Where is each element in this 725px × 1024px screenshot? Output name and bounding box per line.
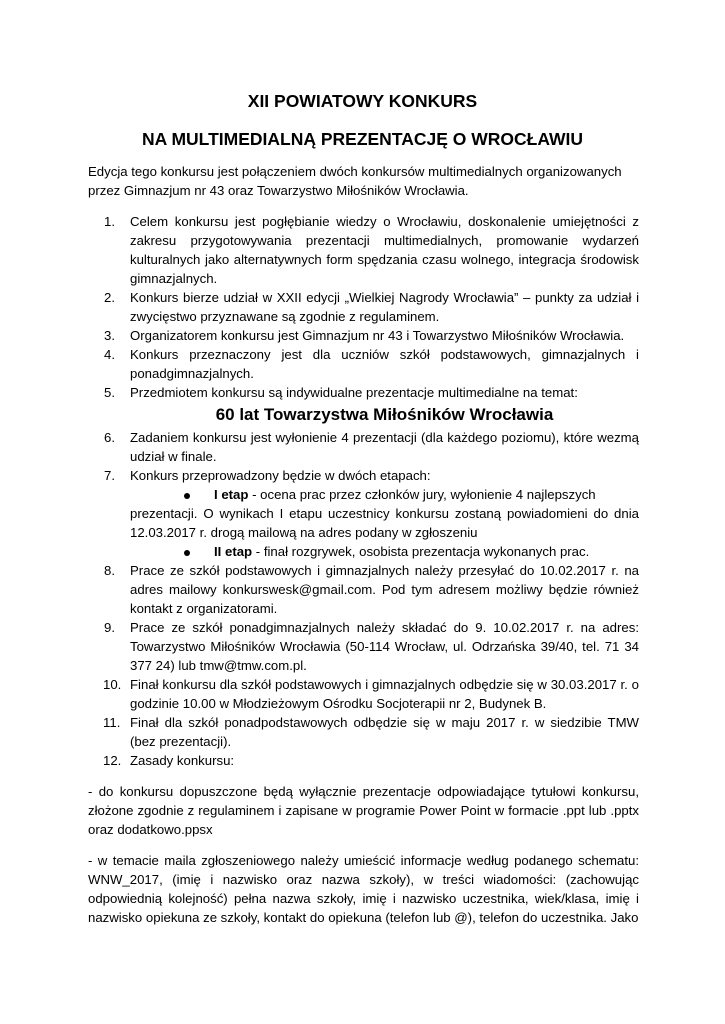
intro-paragraph: Edycja tego konkursu jest połączeniem dwóch konkursów multimedialnych organizowanych przez Gimnazjum nr 43 oraz Towarzystwo Miłośników Wrocławia.	[88, 164, 622, 198]
list-item	[88, 345, 639, 383]
stage-2-label: II etap	[214, 544, 253, 559]
item-text: Finał dla szkół ponadpodstawowych odbędzie się w maju 2017 r. w siedzibie TMW (bez prezentacji).	[130, 715, 639, 749]
stage-1-text: - ocena prac przez członków jury, wyłonienie 4 najlepszych	[248, 487, 596, 502]
list-item	[88, 713, 639, 751]
stage-1-text-continued: prezentacji. O wynikach I etapu uczestnicy konkursu zostaną powiadomieni do dnia 12.03.2017 r. drogą mailową na adres podany w zgłoszeniu	[130, 506, 639, 540]
item-number: 5.	[104, 385, 115, 400]
document-body	[88, 162, 639, 927]
item-number: 3.	[104, 328, 115, 343]
list-item	[88, 675, 639, 713]
item-number: 8.	[104, 563, 115, 578]
item-text: Konkurs bierze udział w XXII edycji „Wielkiej Nagrody Wrocławia” – punkty za udział i zwycięstwo przyznawane są zgodnie z regulaminem.	[130, 290, 639, 324]
list-item	[88, 383, 639, 402]
item-text: Organizatorem konkursu jest Gimnazjum nr 43 i Towarzystwo Miłośników Wrocławia.	[130, 328, 625, 343]
rules-list	[88, 212, 639, 770]
item-text: Zadaniem konkursu jest wyłonienie 4 prezentacji (dla każdego poziomu), które wezmą udział w finale.	[130, 430, 639, 464]
title-line-2: NA MULTIMEDIALNĄ PREZENTACJĘ O WROCŁAWIU	[141, 129, 584, 149]
list-item	[88, 751, 639, 770]
item-text: Przedmiotem konkursu są indywidualne prezentacje multimedialne na temat:	[130, 385, 578, 400]
bullet-icon	[184, 493, 190, 499]
list-item	[88, 288, 639, 326]
item-text: Konkurs przeznaczony jest dla uczniów szkół podstawowych, gimnazjalnych i ponadgimnazjalnych.	[130, 347, 639, 381]
item-text: Konkurs przeprowadzony będzie w dwóch etapach:	[130, 468, 431, 483]
item-text: Prace ze szkół podstawowych i gimnazjalnych należy przesyłać do 10.02.2017 r. na adres mailowy konkurswesk@gmail.com. Pod tym adresem możliwy będzie również kontakt z organizatorami.	[130, 563, 639, 616]
stage-2-text: - finał rozgrywek, osobista prezentacja wykonanych prac.	[252, 544, 590, 559]
competition-theme: 60 lat Towarzystwa Miłośników Wrocławia	[215, 405, 554, 424]
item-number: 9.	[104, 620, 115, 635]
item-number: 1.	[104, 214, 115, 229]
title-line-1: XII POWIATOWY KONKURS	[247, 91, 478, 111]
item-number: 2.	[104, 290, 115, 305]
item-number: 7.	[104, 468, 115, 483]
item-text: Prace ze szkół ponadgimnazjalnych należy składać do 9. 10.02.2017 r. na adres: Towarzystwo Miłośników Wrocławia (50-114 Wrocław, ul. Odrzańska 39/40, tel. 71 34 377 24) lub tmw@tmw.com.pl.	[130, 620, 639, 673]
list-item	[88, 212, 639, 288]
list-item	[88, 326, 639, 345]
rules-paragraph-2: - w temacie maila zgłoszeniowego należy umieścić informacje według podanego schematu: WNW_2017, (imię i nazwisko oraz nazwa szkoły), w treści wiadomości: (zachowując odpowiednią kolejność) pełna nazwa szkoły, imię i nazwisko uczestnika, wiek/klasa, imię i nazwisko opiekuna ze szkoły, kontakt do opiekuna (telefon lub @), telefon do uczestnika. Jako	[88, 853, 639, 925]
rules-paragraph-1: - do konkursu dopuszczone będą wyłącznie prezentacje odpowiadające tytułowi konkursu, złożone zgodnie z regulaminem i zapisane w programie Power Point w formacie .ppt lub .pptx oraz dodatkowo.ppsx	[88, 784, 639, 837]
item-text: Zasady konkursu:	[130, 753, 235, 768]
item-number: 11.	[103, 715, 121, 730]
list-item	[88, 466, 639, 485]
stage-1-bullet	[88, 485, 639, 542]
item-number: 4.	[104, 347, 115, 362]
item-number: 12.	[103, 753, 122, 768]
stage-2-bullet	[88, 542, 639, 561]
stage-1-label: I etap	[214, 487, 249, 502]
item-number: 10.	[103, 677, 122, 692]
list-item	[88, 618, 639, 675]
item-text: Celem konkursu jest pogłębianie wiedzy o Wrocławiu, doskonalenie umiejętności z zakresu przygotowywania prezentacji multimedialnych, promowanie wydarzeń kulturalnych jako alternatywnych form spędzania czasu wolnego, integracja środowisk gimnazjalnych.	[130, 214, 639, 286]
bullet-icon	[184, 550, 190, 556]
item-number: 6.	[104, 430, 115, 445]
item-text: Finał konkursu dla szkół podstawowych i gimnazjalnych odbędzie się w 30.03.2017 r. o godzinie 10.00 w Młodzieżowym Ośrodku Socjoterapii nr 2, Budynek B.	[130, 677, 639, 711]
list-item	[88, 561, 639, 618]
list-item	[88, 428, 639, 466]
